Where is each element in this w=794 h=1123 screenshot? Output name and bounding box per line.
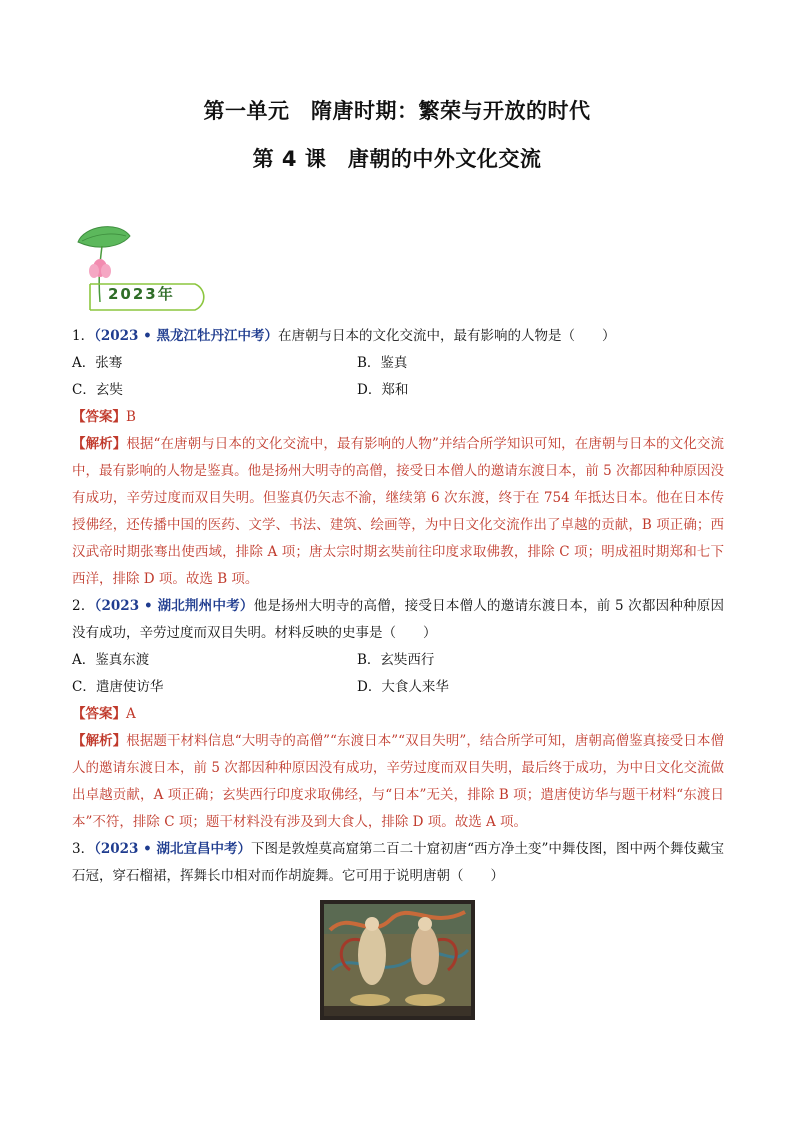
question-source: （2023 • 湖北宜昌中考）: [94, 841, 252, 857]
question-1-analysis: [72, 431, 724, 593]
question-2-options-row-2: [72, 674, 724, 701]
question-number: 2．: [72, 598, 95, 614]
question-2-answer: [72, 701, 724, 728]
question-2-options-row-1: [72, 647, 724, 674]
answer-value: A: [126, 706, 136, 722]
question-3-stem: [72, 836, 724, 890]
question-number: 3．: [72, 841, 95, 857]
question-2-stem: [72, 593, 724, 647]
question-text: 下图是敦煌莫高窟第二百二十窟初唐“西方净土变”中舞伎图，图中两个舞伎戴宝石冠，穿石榴裙，挥舞长巾相对而作胡旋舞。它可用于说明唐朝（ ）: [72, 841, 724, 884]
unit-title: 第一单元 隋唐时期：繁荣与开放的时代: [203, 99, 591, 123]
option-a: A．鉴真东渡: [72, 652, 150, 668]
analysis-text: 根据题干材料信息“大明寺的高僧”“东渡日本”“双目失明”，结合所学可知，唐朝高僧鉴真接受日本僧人的邀请东渡日本，前 5 次都因种种原因没有成功，辛劳过度而双目失明，最后终于成功，为中日文化交流做出卓越贡献，A 项正确；玄奘西行印度求取佛经，与“日本”无关，排除 B 项；遣唐使访华与题干材料“东渡日本”不符，排除 C 项；题干材料没有涉及到大食人，排除 D 项。故选 A 项。: [72, 733, 724, 830]
option-c: C．遣唐使访华: [72, 679, 164, 695]
analysis-tag: 【解析】: [72, 733, 127, 749]
option-a: A．张骞: [72, 355, 123, 371]
question-2-analysis: [72, 728, 724, 836]
option-b: B．鉴真: [357, 355, 408, 371]
lesson-title: 第 4 课 唐朝的中外文化交流: [252, 147, 542, 171]
option-d: D．郑和: [357, 382, 409, 398]
answer-tag: 【答案】: [72, 706, 126, 722]
answer-tag: 【答案】: [72, 409, 126, 425]
analysis-text: 根据“在唐朝与日本的文化交流中，最有影响的人物”并结合所学知识可知，在唐朝与日本的文化交流中，最有影响的人物是鉴真。他是扬州大明寺的高僧，接受日本僧人的邀请东渡日本，前 5 次都因种种原因没有成功，辛劳过度而双目失明。但鉴真仍矢志不渝，继续第 6 次东渡，终于在 754 年抵达日本。他在日本传授佛经，还传播中国的医药、文学、书法、建筑、绘画等，为中日文化交流作出了卓越的贡献，B 项正确；西汉武帝时期张骞出使西域，排除 A 项；唐太宗时期玄奘前往印度求取佛教，排除 C 项；明成祖时期郑和七下西洋，排除 D 项。故选 B 项。: [72, 436, 724, 587]
question-text: 在唐朝与日本的文化交流中，最有影响的人物是（ ）: [277, 328, 616, 344]
analysis-tag: 【解析】: [72, 436, 127, 452]
question-1-stem: [72, 323, 724, 350]
question-1-options-row-2: [72, 377, 724, 404]
question-1-options-row-1: [72, 350, 724, 377]
dunhuang-dancer-mural-image: [320, 900, 475, 1020]
question-list: [72, 323, 724, 890]
option-b: B．玄奘西行: [357, 652, 435, 668]
question-text: 他是扬州大明寺的高僧，接受日本僧人的邀请东渡日本，前 5 次都因种种原因没有成功，辛劳过度而双目失明。材料反映的史事是（ ）: [72, 598, 724, 641]
option-d: D．大食人来华: [357, 679, 449, 695]
question-1-answer: [72, 404, 724, 431]
question-source: （2023 • 湖北荆州中考）: [94, 598, 254, 614]
year-badge-label: 2023年: [108, 285, 175, 303]
question-source: （2023 • 黑龙江牡丹江中考）: [94, 328, 278, 344]
answer-value: B: [126, 409, 136, 425]
question-number: 1．: [72, 328, 95, 344]
option-c: C．玄奘: [72, 382, 123, 398]
